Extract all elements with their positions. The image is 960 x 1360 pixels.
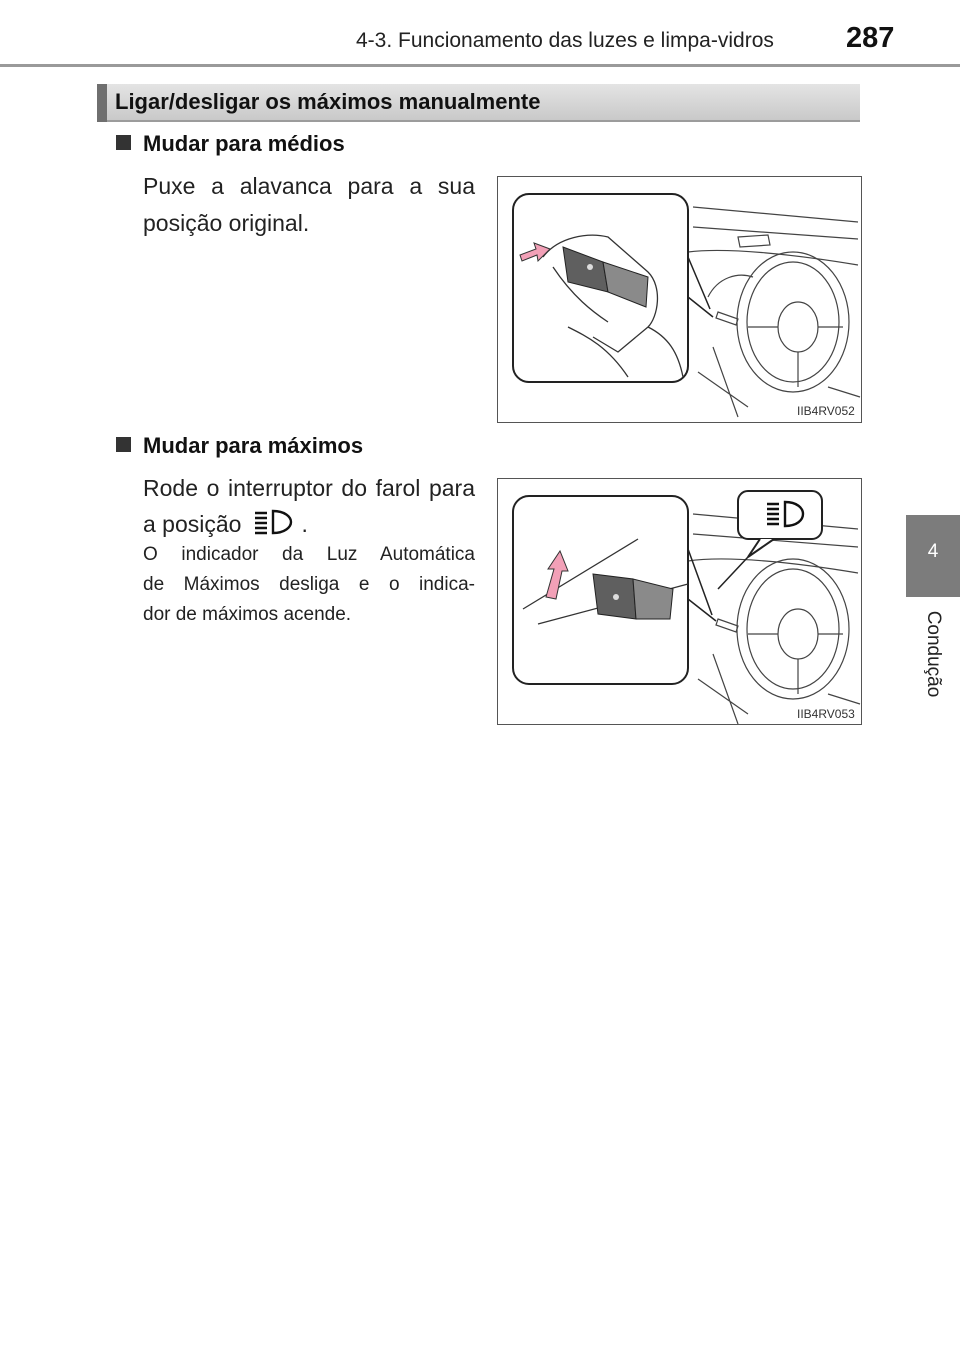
subheading-high-beam <box>116 433 363 459</box>
chapter-number: 4 <box>927 541 939 562</box>
figure-code-low-beam: IIB4RV052 <box>797 404 855 418</box>
lever-pull-illustration <box>498 177 861 422</box>
section-title-header: 4-3. Funcionamento das luzes e limpa-vidros <box>356 29 774 52</box>
section-accent <box>97 84 107 122</box>
note-line: dor de máximos acende. <box>143 604 352 625</box>
instruction-low-beam-line1: Puxe a alavanca para a sua <box>143 173 475 199</box>
chapter-name: Condução <box>923 610 944 698</box>
section-heading-bar <box>97 84 860 122</box>
subheading-low-beam-text: Mudar para médios <box>143 131 345 156</box>
figure-high-beam <box>497 478 862 725</box>
switch-rotate-illustration <box>498 479 861 724</box>
figure-code-high-beam: IIB4RV053 <box>797 707 855 721</box>
square-bullet-icon <box>116 437 131 452</box>
subheading-low-beam <box>116 131 345 157</box>
figure-low-beam <box>497 176 862 423</box>
instruction-low-beam-line2: posição original. <box>143 210 310 236</box>
header-divider <box>0 64 960 67</box>
instruction-high-beam-line1: Rode o interruptor do farol para <box>143 475 475 501</box>
page-number: 287 <box>846 22 895 54</box>
note-line: O indicador da Luz Automática <box>143 544 475 565</box>
instruction-high-beam-line2-text: a posição <box>143 511 242 537</box>
subheading-high-beam-text: Mudar para máximos <box>143 433 364 458</box>
note-line: de Máximos desliga e o indica- <box>143 574 475 595</box>
chapter-tab[interactable] <box>906 515 960 597</box>
section-heading: Ligar/desligar os máximos manualmente <box>115 89 541 114</box>
note-high-beam <box>143 540 475 630</box>
instruction-high-beam-line2-end: . <box>301 511 308 537</box>
square-bullet-icon <box>116 135 131 150</box>
